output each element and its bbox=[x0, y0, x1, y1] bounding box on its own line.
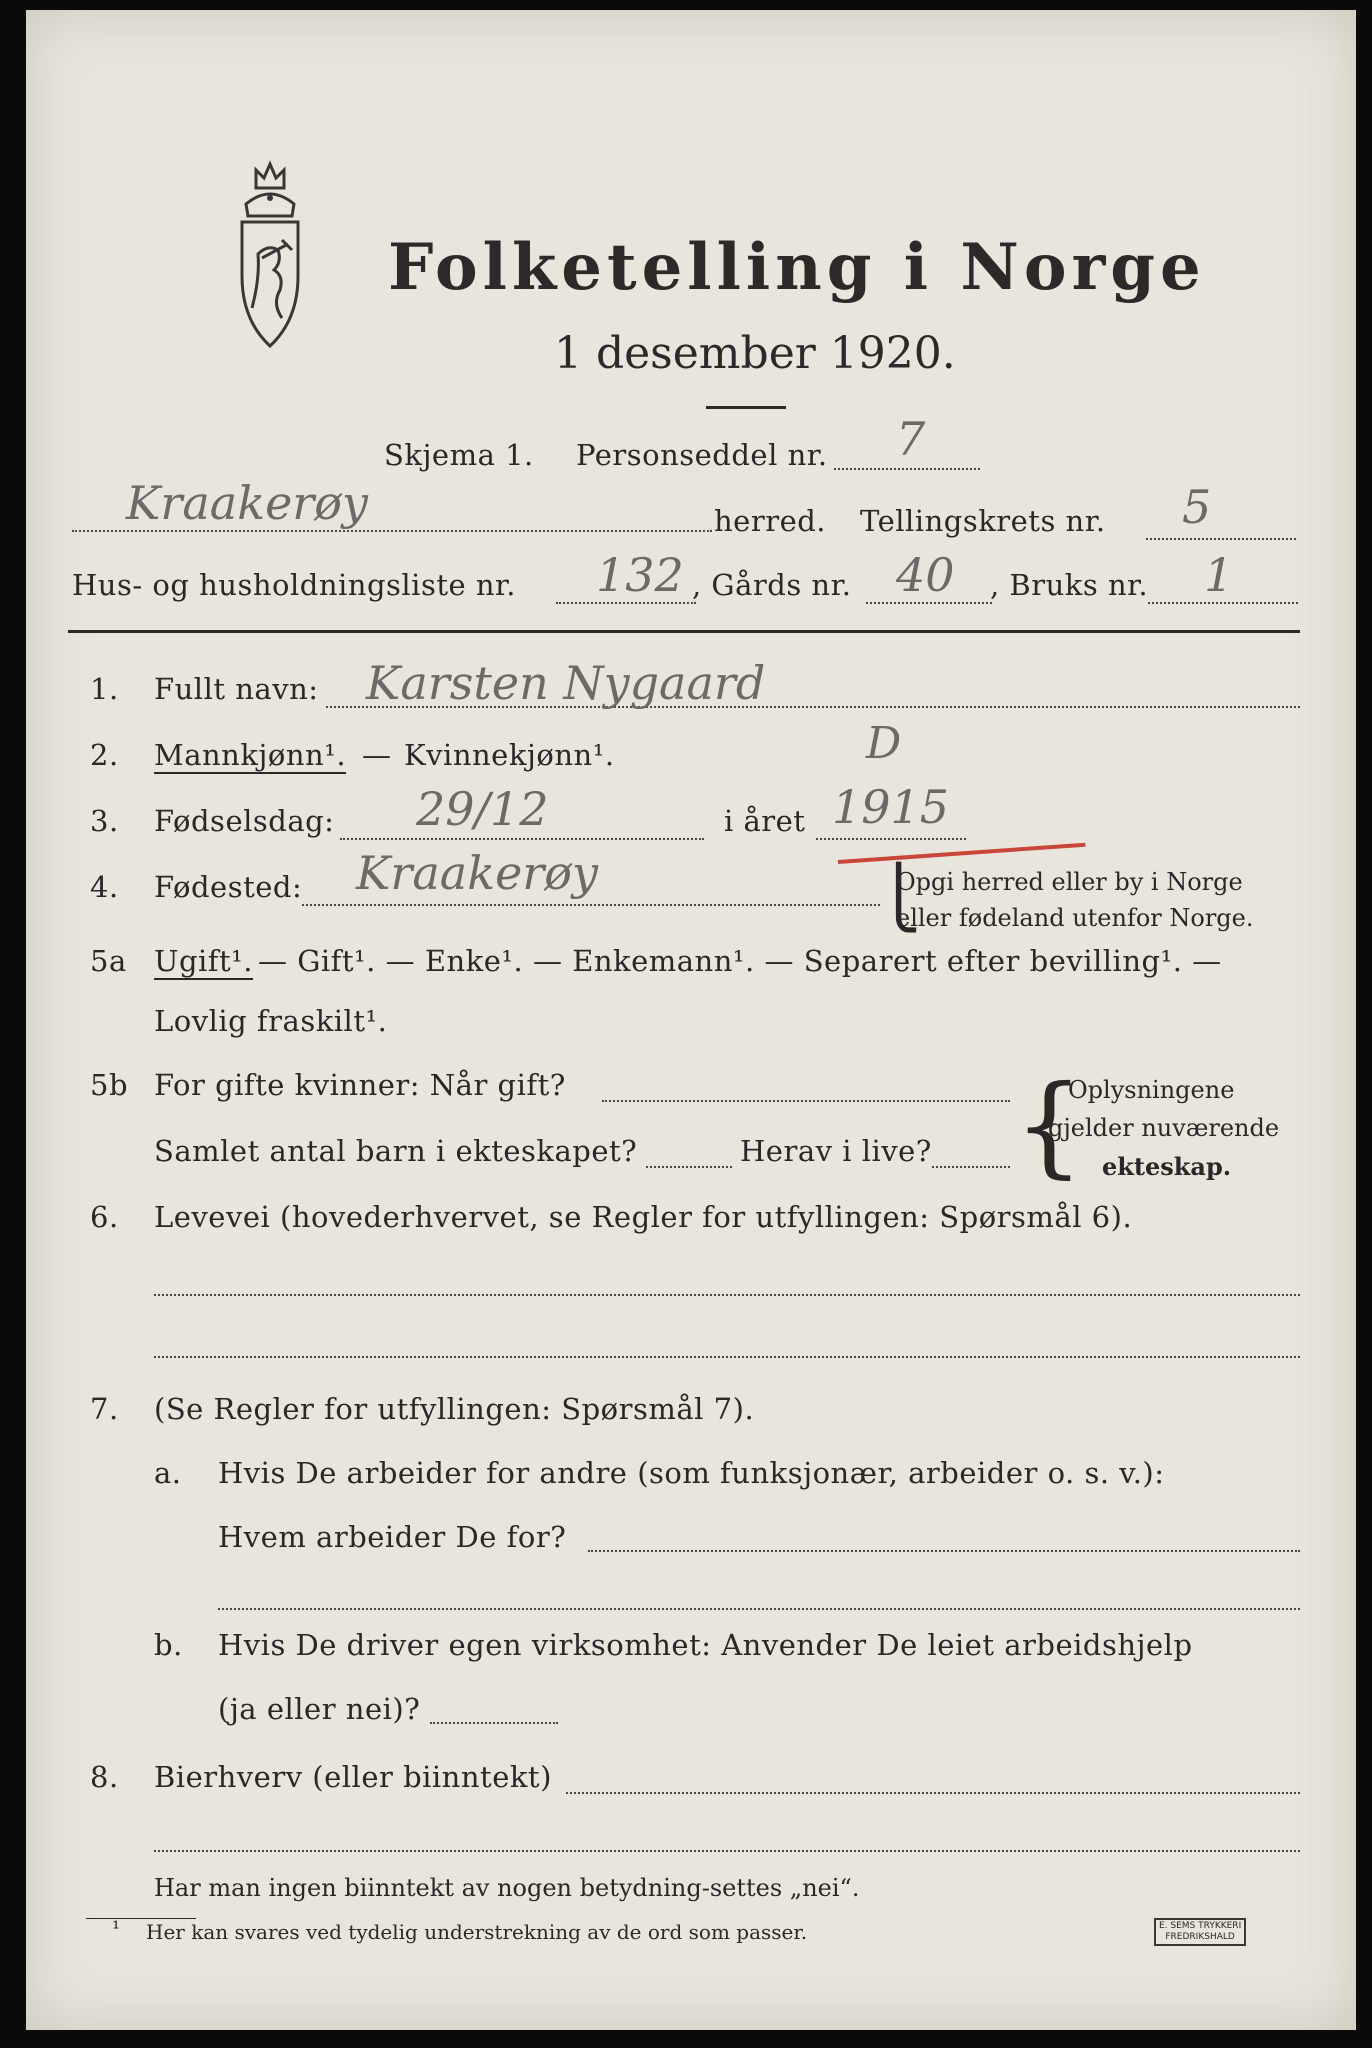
q4-value: Kraakerøy bbox=[356, 846, 598, 900]
herred-value: Kraakerøy bbox=[126, 476, 368, 530]
gards-label: , Gårds nr. bbox=[692, 568, 852, 602]
footnote-divider bbox=[86, 1918, 196, 1919]
household-list-line bbox=[556, 602, 696, 604]
header-separator bbox=[68, 630, 1300, 633]
q7b-question: (ja eller nei)? bbox=[218, 1692, 421, 1726]
q1-label: Fullt navn: bbox=[154, 672, 319, 706]
q4-label: Fødested: bbox=[154, 870, 303, 904]
q5a-fraskilt-option: Lovlig fraskilt¹. bbox=[154, 1004, 388, 1038]
q8-number: 8. bbox=[90, 1760, 119, 1794]
q7b-letter: b. bbox=[154, 1628, 183, 1662]
q4-note-line1: Opgi herred eller by i Norge bbox=[896, 868, 1243, 896]
q5a-number: 5a bbox=[90, 944, 127, 978]
q3-value: 29/12 bbox=[416, 782, 549, 836]
q7a-line2 bbox=[218, 1608, 1300, 1610]
q5b-alive-line bbox=[932, 1166, 1010, 1168]
q5b-note-brace: { bbox=[1014, 1061, 1084, 1189]
q2-mark: D bbox=[866, 718, 902, 769]
q8-label: Bierhverv (eller biinntekt) bbox=[154, 1760, 552, 1794]
q3-number: 3. bbox=[90, 804, 119, 838]
q2-female-option: Kvinnekjønn¹. bbox=[404, 738, 615, 772]
printer-stamp bbox=[1154, 1918, 1246, 1946]
printer-stamp-line1: E. SEMS TRYKKERI bbox=[1159, 1921, 1242, 1931]
q7b-label: Hvis De driver egen virksomhet: Anvender De leiet arbeidshjelp bbox=[218, 1628, 1193, 1662]
printer-stamp-line2: FREDRIKSHALD bbox=[1165, 1932, 1235, 1942]
household-list-value: 132 bbox=[596, 548, 684, 602]
bruks-label: , Bruks nr. bbox=[990, 568, 1149, 602]
herred-line bbox=[72, 530, 712, 532]
red-pencil-mark bbox=[838, 843, 1086, 864]
q7-label: (Se Regler for utfyllingen: Spørsmål 7). bbox=[154, 1392, 755, 1426]
q5b-alive-question: Herav i live? bbox=[740, 1134, 932, 1168]
q3-line bbox=[340, 838, 704, 840]
household-list-label: Hus- og husholdningsliste nr. bbox=[72, 568, 516, 602]
q4-note-brace: ⎩ bbox=[876, 863, 921, 933]
census-form-page bbox=[26, 10, 1356, 2030]
q3-year-line bbox=[816, 838, 966, 840]
personseddel-value: 7 bbox=[896, 412, 926, 466]
q5b-children-line bbox=[646, 1166, 732, 1168]
q5b-married-line bbox=[602, 1100, 1010, 1102]
q5a-ugift-option: Ugift¹. bbox=[154, 944, 254, 978]
q2-male-option: Mannkjønn¹. bbox=[154, 738, 347, 772]
personseddel-line bbox=[834, 468, 980, 470]
q3-year-label: i året bbox=[724, 804, 806, 838]
q5b-note-line2: gjelder nuværende bbox=[1048, 1114, 1280, 1142]
schema-label: Skjema 1. bbox=[384, 438, 534, 472]
q3-year-value: 1915 bbox=[832, 780, 950, 834]
q3-label: Fødselsdag: bbox=[154, 804, 335, 838]
census-date: 1 desember 1920. bbox=[554, 328, 956, 379]
q5a-other-options: — Gift¹. — Enke¹. — Enkemann¹. — Separert efter bevilling¹. — bbox=[258, 944, 1222, 978]
q4-number: 4. bbox=[90, 870, 119, 904]
q5b-note-line1: Oplysningene bbox=[1068, 1076, 1235, 1104]
bruks-value: 1 bbox=[1204, 548, 1234, 602]
q7a-question: Hvem arbeider De for? bbox=[218, 1520, 567, 1554]
q5b-number: 5b bbox=[90, 1068, 129, 1102]
personseddel-label: Personseddel nr. bbox=[576, 438, 828, 472]
q1-number: 1. bbox=[90, 672, 119, 706]
q2-separator: — bbox=[362, 738, 392, 772]
q5b-children-question: Samlet antal barn i ekteskapet? bbox=[154, 1134, 638, 1168]
q6-line1 bbox=[154, 1294, 1300, 1296]
q8-note: Har man ingen biinntekt av nogen betydning-settes „nei“. bbox=[154, 1874, 860, 1902]
footnote-text: Her kan svares ved tydelig understrekning av de ord som passer. bbox=[146, 1920, 808, 1944]
norway-coat-of-arms-icon bbox=[222, 158, 318, 358]
tellingskrets-line bbox=[1146, 538, 1296, 540]
q4-line bbox=[302, 904, 880, 906]
bruks-line bbox=[1148, 602, 1298, 604]
form-title: Folketelling i Norge bbox=[388, 230, 1206, 305]
footnote-mark: ¹ bbox=[112, 1916, 121, 1940]
q7a-letter: a. bbox=[154, 1456, 182, 1490]
q6-number: 6. bbox=[90, 1200, 119, 1234]
q7-number: 7. bbox=[90, 1392, 119, 1426]
q4-note-line2: eller fødeland utenfor Norge. bbox=[896, 904, 1254, 932]
tellingskrets-label: Tellingskrets nr. bbox=[860, 504, 1106, 538]
q6-line2 bbox=[154, 1356, 1300, 1358]
gards-line bbox=[866, 602, 992, 604]
q7a-label: Hvis De arbeider for andre (som funksjonær, arbeider o. s. v.): bbox=[218, 1456, 1165, 1490]
q6-label: Levevei (hovederhvervet, se Regler for utfyllingen: Spørsmål 6). bbox=[154, 1200, 1133, 1234]
title-divider bbox=[706, 406, 786, 409]
q8-line2 bbox=[154, 1850, 1300, 1852]
q7b-line bbox=[430, 1722, 558, 1724]
gards-value: 40 bbox=[896, 548, 955, 602]
herred-label: herred. bbox=[714, 504, 827, 538]
q7a-line1 bbox=[588, 1550, 1300, 1552]
tellingskrets-value: 5 bbox=[1182, 480, 1212, 534]
q5b-note-line3: ekteskap. bbox=[1102, 1152, 1232, 1181]
q1-value: Karsten Nygaard bbox=[366, 656, 766, 710]
q2-number: 2. bbox=[90, 738, 119, 772]
q5b-married-question: For gifte kvinner: Når gift? bbox=[154, 1068, 566, 1102]
q8-line1 bbox=[566, 1792, 1300, 1794]
